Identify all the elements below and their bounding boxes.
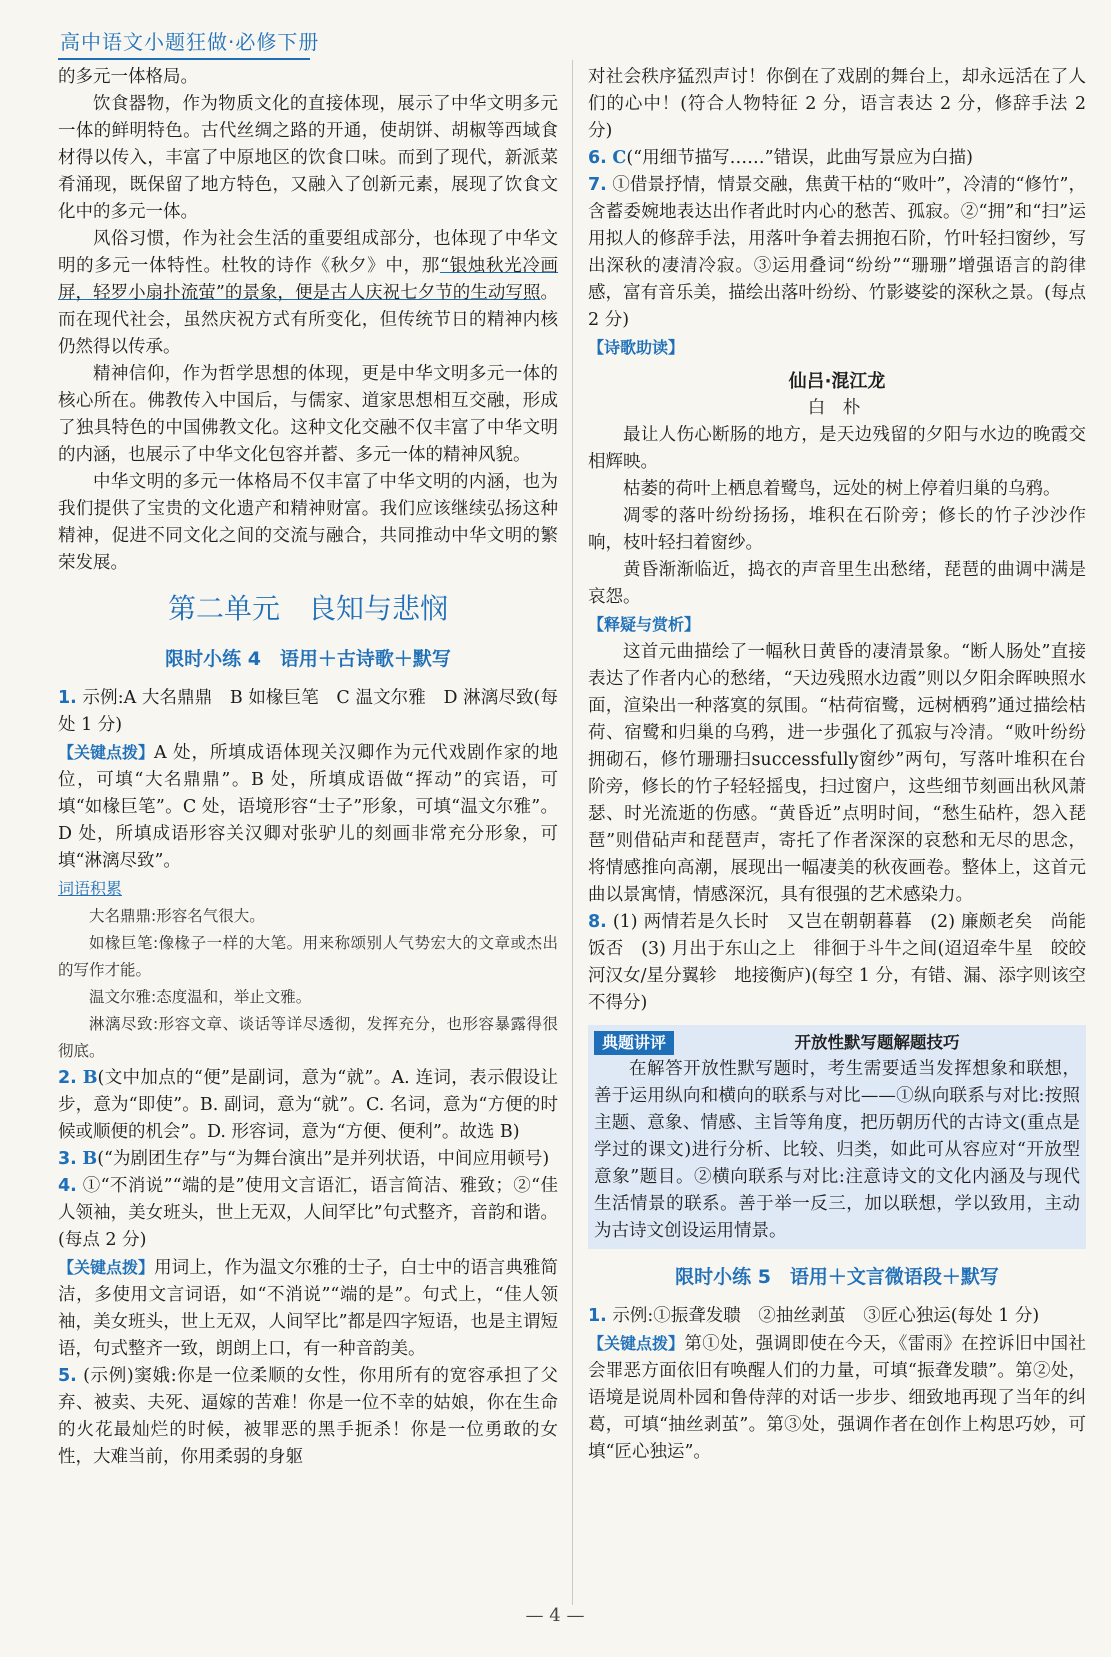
right-column xyxy=(588,64,1086,1466)
poem-translation: 凋零的落叶纷纷扬扬，堆积在石阶旁；修长的竹子沙沙作响，枝叶轻扫着窗纱。 xyxy=(588,506,1086,553)
page-number: — 4 — xyxy=(525,1605,585,1626)
key-point: 【关键点拨】A 处，所填成语体现关汉卿作为元代戏剧作家的地位，可填“大名鼎鼎”。B 处，所填成语做“挥动”的宾语，可填“如椽巨笔”。C 处，语境形容“士子”形象，可填“温文尔雅”。D 处，所填成语形容关汉卿对张驴儿的刻画非常充分形象，可填“淋漓尽致”。 xyxy=(58,739,558,875)
question-1: 1. 示例:①振聋发聩 ②抽丝剥茧 ③匠心独运(每处 1 分) xyxy=(588,1306,1040,1326)
column-divider xyxy=(572,60,573,1605)
page-header xyxy=(58,22,1058,62)
question-1: 1. 示例:A 大名鼎鼎 B 如椽巨笔 C 温文尔雅 D 淋漓尽致(每处 1 分) xyxy=(58,688,558,735)
question-7: 7. ①借景抒情，情景交融，焦黄干枯的“败叶”，冷清的“修竹”，含蓄委婉地表达出作者此时内心的愁苦、孤寂。②“拥”和“扫”运用拟人的修辞手法，用落叶争着去拥抱石阶，竹叶轻扫窗纱，写出深秋的凄清冷寂。③运用叠词“纷纷”“珊珊”增强语言的韵律感，富有音乐美，描绘出落叶纷纷、竹影婆娑的深秋之景。(每点 2 分) xyxy=(588,175,1086,330)
paragraph: 饮食器物，作为物质文化的直接体现，展示了中华文明多元一体的鲜明特色。古代丝绸之路的开通，使胡饼、胡椒等西域食材得以传入，丰富了中原地区的饮食口味。而到了现代，新派菜肴涌现，既保留了地方特色，又融入了创新元素，展现了饮食文化中的多元一体。 xyxy=(58,94,558,222)
header-rule xyxy=(58,58,310,60)
key-point-tag: 【关键点拨】 xyxy=(58,743,155,762)
unit-title: 第二单元 良知与悲悯 xyxy=(167,592,448,625)
vocab-item: 温文尔雅:态度温和，举止文雅。 xyxy=(89,988,312,1006)
poem-title: 仙吕·混江龙 xyxy=(788,371,886,392)
book-title: 高中语文小题狂做·必修下册 xyxy=(60,30,320,54)
vocab-item: 大名鼎鼎:形容名气很大。 xyxy=(89,907,265,925)
poem-author: 白 朴 xyxy=(807,398,867,418)
left-column xyxy=(58,64,558,1471)
poem-translation: 黄昏渐渐临近，捣衣的声音里生出愁绪，琵琶的曲调中满是哀怨。 xyxy=(588,560,1086,607)
key-point-tag: 【关键点拨】 xyxy=(58,1258,155,1277)
drill-title: 限时小练 5 语用＋文言微语段＋默写 xyxy=(675,1266,999,1288)
question-5-continued: 对社会秩序猛烈声讨！你倒在了戏剧的舞台上，却永远活在了人们的心中！(符合人物特征 2 分，语言表达 2 分，修辞手法 2 分) xyxy=(588,67,1086,141)
question-4: 4. ①“不消说”“端的是”使用文言语汇，语言简洁、雅致；②“佳人领袖，美女班头，世上无双，人间罕比”句式整齐，音韵和谐。(每点 2 分) xyxy=(58,1176,558,1250)
poem-help-tag: 【诗歌助读】 xyxy=(588,338,685,357)
key-point: 【关键点拨】用词上，作为温文尔雅的士子，白士中的语言典雅简洁，多使用文言词语，如“不消说”“端的是”。句式上，“佳人领袖，美女班头，世上无双，人间罕比”都是四字短语，也是主谓短语，句式整齐一致，朗朗上口，有一种音韵美。 xyxy=(58,1254,558,1363)
paragraph: 精神信仰，作为哲学思想的体现，更是中华文明多元一体的核心所在。佛教传入中国后，与儒家、道家思想相互交融，形成了独具特色的中国佛教文化。这种文化交融不仅丰富了中华文明的内涵，也展示了中华文化包容并蓄、多元一体的精神风貌。 xyxy=(58,364,558,465)
drill-title: 限时小练 4 语用＋古诗歌＋默写 xyxy=(165,648,451,670)
question-2: 2. B(文中加点的“便”是副词，意为“就”。A. 连词，表示假设让步，意为“即使”。B. 副词，意为“就”。C. 名词，意为“方便的时候或顺便的机会”。D. 形容词，意为“方便、便利”。故选 B) xyxy=(58,1068,558,1142)
poem-translation: 最让人伤心断肠的地方，是天边残留的夕阳与水边的晚霞交相辉映。 xyxy=(588,425,1086,472)
typical-question-box xyxy=(588,1025,1086,1249)
vocab-item: 如椽巨笔:像椽子一样的大笔。用来称颂别人气势宏大的文章或杰出的写作才能。 xyxy=(58,934,558,979)
box-text: 在解答开放性默写题时，考生需要适当发挥想象和联想，善于运用纵向和横向的联系与对比——①纵向联系与对比:按照主题、意象、情感、主旨等角度，把历朝历代的古诗文(重点是学过的课文)进行分析、比较、归类，如此可从容应对“开放型意象”题目。②横向联系与对比:注意诗文的文化内涵及与现代生活情景的联系。善于举一反三，加以联想，学以致用，主动为古诗文创设运用情景。 xyxy=(594,1059,1080,1241)
vocab-item: 淋漓尽致:形容文章、谈话等详尽透彻，发挥充分，也形容暴露得很彻底。 xyxy=(58,1015,558,1060)
paragraph: 风俗习惯，作为社会生活的重要组成部分，也体现了中华文明的多元一体特性。杜牧的诗作《秋夕》中，那“银烛秋光冷画屏，轻罗小扇扑流萤”的景象，便是古人庆祝七夕节的生动写照。而在现代社会，虽然庆祝方式有所变化，但传统节日的精神内核仍然得以传承。 xyxy=(58,229,559,357)
vocab-tag: 词语积累 xyxy=(58,879,123,898)
key-point-tag: 【关键点拨】 xyxy=(588,1334,685,1353)
analysis-tag: 【释疑与赏析】 xyxy=(588,615,701,634)
question-6: 6. C(“用细节描写……”错误，此曲写景应为白描) xyxy=(588,148,973,168)
box-title: 开放性默写题解题技巧 xyxy=(794,1033,960,1052)
analysis-text: 这首元曲描绘了一幅秋日黄昏的凄清景象。“断人肠处”直接表达了作者内心的愁绪，“天边残照水边霞”则以夕阳余晖映照水面，渲染出一种落寞的氛围。“枯荷宿鹭，远树栖鸦”通过描绘枯荷、宿鹭和归巢的乌鸦，进一步强化了孤寂与冷清。“败叶纷纷拥砌石，修竹珊珊扫successfully窗纱”两句，写落叶堆积在台阶旁，修长的竹子轻轻摇曳，扫过窗户，这些细节刻画出秋风萧瑟、时光流逝的伤感。“黄昏近”点明时间，“愁生砧杵，怨入琵琶”则借砧声和琵琶声，寄托了作者深深的哀愁和无尽的思念，将情感推向高潮，展现出一幅凄美的秋夜画卷。整体上，这首元曲以景寓情，情感深沉，具有很强的艺术感染力。 xyxy=(588,642,1086,905)
question-5: 5. (示例)窦娥:你是一位柔顺的女性，你用所有的宽容承担了父弃、被卖、夫死、逼嫁的苦难！你是一位不幸的姑娘，你在生命的火花最灿烂的时候，被罪恶的黑手扼杀！你是一位勇敢的女性，大难当前，你用柔弱的身躯 xyxy=(58,1366,558,1467)
paragraph: 的多元一体格局。 xyxy=(58,67,198,87)
box-label: 典题讲评 xyxy=(594,1031,674,1055)
underlined-sentence: “银烛秋光冷画屏，轻罗小扇扑流萤”的景象，便是古人庆祝七夕节的生动写照 xyxy=(58,256,559,303)
question-8: 8. (1) 两情若是久长时 又岂在朝朝暮暮 (2) 廉颇老矣 尚能饭否 (3) 月出于东山之上 徘徊于斗牛之间(迢迢牵牛星 皎皎河汉女/星分翼轸 地接衡庐)(每空 1 分，有错、漏、添字则该空不得分) xyxy=(588,912,1086,1013)
paragraph: 中华文明的多元一体格局不仅丰富了中华文明的内涵，也为我们提供了宝贵的文化遗产和精神财富。我们应该继续弘扬这种精神，促进不同文化之间的交流与融合，共同推动中华文明的繁荣发展。 xyxy=(58,472,558,573)
key-point: 【关键点拨】第①处，强调即使在今天，《雷雨》在控诉旧中国社会罪恶方面依旧有唤醒人们的力量，可填“振聋发聩”。第②处，语境是说周朴园和鲁侍萍的对话一步步、细致地再现了当年的纠葛，可填“抽丝剥茧”。第③处，强调作者在创作上构思巧妙，可填“匠心独运”。 xyxy=(588,1330,1086,1466)
question-3: 3. B(“为剧团生存”与“为舞台演出”是并列状语，中间应用顿号) xyxy=(58,1149,550,1169)
poem-translation: 枯萎的荷叶上栖息着鹭鸟，远处的树上停着归巢的乌鸦。 xyxy=(623,479,1061,499)
